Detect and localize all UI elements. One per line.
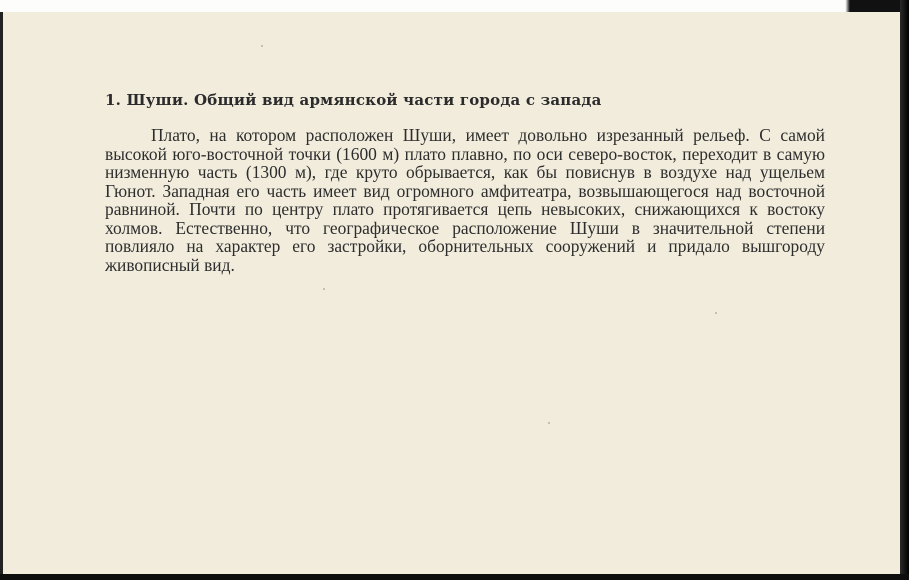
scan-bottom-edge	[0, 574, 909, 580]
scan-top-band	[0, 0, 909, 12]
paper-speck	[548, 422, 550, 424]
scan-right-edge	[900, 0, 909, 580]
paper-speck	[715, 312, 717, 314]
document-heading: 1. Шуши. Общий вид армянской части города с запада	[105, 91, 602, 109]
document-page	[0, 12, 900, 574]
document-paragraph: Плато, на котором расположен Шуши, имеет довольно изрезанный рельеф. С самой высокой юго-восточной точки (1600 м) плато плавно, по оси северо-восток, переходит в самую низменную часть (1300 м), где круто обрывается, как бы повиснув в воздухе над ущельем Гюнот. Западная его часть имеет вид огромного амфитеатра, возвышающегося над восточной равниной. Почти по центру плато протягивается цепь невысоких, снижающихся к востоку холмов. Естественно, что географическое расположение Шуши в значительной степени повлияло на характер его застройки, оборнительных сооружений и придало вышгороду живописный вид.	[105, 125, 825, 275]
paper-speck	[323, 288, 325, 290]
paper-speck	[261, 45, 263, 47]
